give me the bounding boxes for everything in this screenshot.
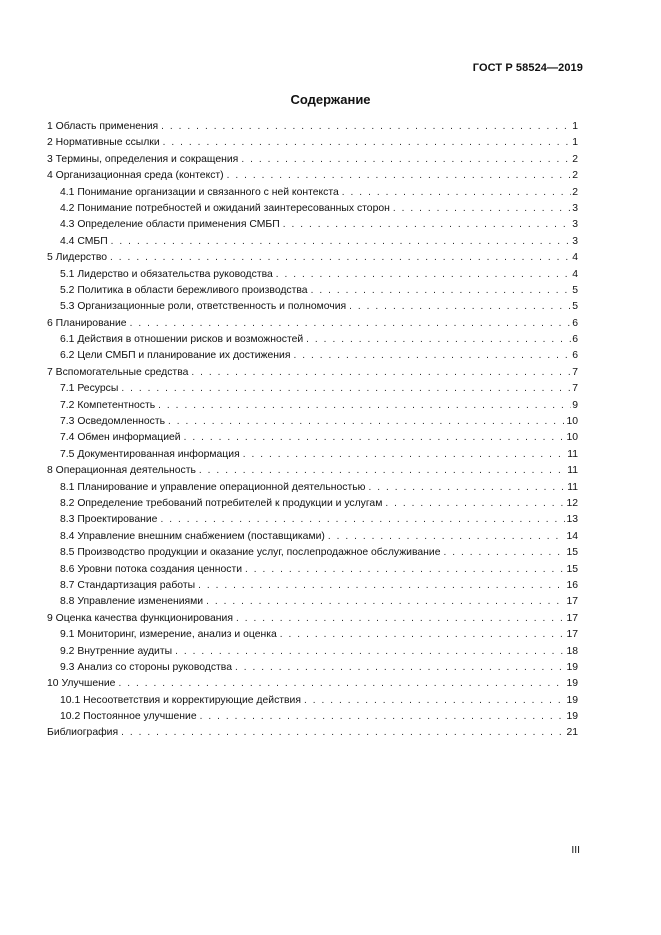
toc-entry[interactable]	[47, 201, 578, 217]
toc-entry-title: 10.1 Несоответствия и корректирующие действия	[60, 694, 301, 706]
toc-entry[interactable]	[47, 414, 578, 430]
toc-entry-page: 16	[566, 579, 578, 591]
toc-entry[interactable]	[47, 545, 578, 561]
toc-entry[interactable]	[47, 627, 578, 643]
toc-entry-title: 7.3 Осведомленность	[60, 416, 166, 428]
toc-entry-title: 9.1 Мониторинг, измерение, анализ и оценка	[60, 629, 277, 641]
page-number: III	[571, 845, 580, 856]
dot-leader	[121, 725, 565, 741]
dot-leader	[311, 283, 572, 299]
toc-entry-title: 8.8 Управление изменениями	[60, 596, 204, 608]
toc-entry-page: 10	[566, 432, 578, 444]
toc-entry[interactable]	[47, 562, 578, 578]
dot-leader	[160, 512, 565, 528]
toc-entry-page: 2	[572, 153, 578, 165]
toc-entry-page: 21	[566, 727, 578, 739]
toc-entry[interactable]	[47, 709, 578, 725]
dot-leader	[111, 234, 572, 250]
dot-leader	[283, 217, 572, 233]
toc-entry[interactable]	[47, 480, 578, 496]
dot-leader	[328, 529, 566, 545]
dot-leader	[236, 611, 565, 627]
document-code: ГОСТ Р 58524—2019	[472, 62, 583, 74]
toc-entry-page: 6	[572, 350, 578, 362]
toc-entry-page: 10	[566, 416, 578, 428]
toc-entry-page: 3	[572, 202, 578, 214]
toc-entry-title: 5.3 Организационные роли, ответственность и полномочия	[60, 301, 347, 313]
toc-entry-title: 3 Термины, определения и сокращения	[47, 153, 239, 165]
toc-entry-title: 10.2 Постоянное улучшение	[60, 711, 197, 723]
dot-leader	[443, 545, 565, 561]
toc-entry-title: Библиография	[47, 727, 119, 739]
toc-entry[interactable]	[47, 512, 578, 528]
toc-entry-title: 1 Область применения	[47, 121, 159, 132]
toc-entry-page: 6	[572, 334, 578, 346]
toc-entry-title: 4.1 Понимание организации и связанного с ней контекста	[60, 186, 339, 198]
toc-entry-page: 4	[572, 268, 578, 280]
toc-entry-page: 5	[572, 301, 578, 313]
toc-entry-title: 7.4 Обмен информацией	[60, 432, 181, 444]
dot-leader	[198, 578, 565, 594]
dot-leader	[200, 709, 566, 725]
toc-entry[interactable]	[47, 594, 578, 610]
toc-entry[interactable]	[47, 135, 578, 151]
toc-entry-title: 4.4 СМБП	[60, 235, 108, 247]
toc-title: Содержание	[290, 92, 371, 107]
toc-entry-page: 2	[572, 186, 578, 198]
toc-entry-page: 1	[572, 137, 578, 149]
toc-entry-title: 8.5 Производство продукции и оказание услуг, послепродажное обслуживание	[60, 547, 441, 559]
dot-leader	[227, 168, 572, 184]
dot-leader	[191, 365, 571, 381]
toc-entry-title: 9.2 Внутренние аудиты	[60, 645, 173, 657]
toc-entry[interactable]	[47, 496, 578, 512]
table-of-contents	[47, 119, 578, 742]
toc-entry-title: 9 Оценка качества функционирования	[47, 612, 233, 624]
toc-entry[interactable]	[47, 578, 578, 594]
toc-entry-page: 3	[572, 235, 578, 247]
toc-entry-title: 6 Планирование	[47, 317, 127, 329]
toc-entry-title: 8 Операционная деятельность	[47, 465, 196, 477]
toc-entry[interactable]	[47, 676, 578, 692]
toc-entry-page: 5	[572, 284, 578, 296]
toc-entry[interactable]	[47, 611, 578, 627]
toc-entry[interactable]	[47, 463, 578, 479]
toc-entry-title: 2 Нормативные ссылки	[47, 137, 160, 149]
toc-entry-title: 5.2 Политика в области бережливого производства	[60, 284, 308, 296]
dot-leader	[130, 316, 572, 332]
toc-entry-title: 5.1 Лидерство и обязательства руководства	[60, 268, 273, 280]
toc-entry[interactable]	[47, 185, 578, 201]
toc-entry-title: 7 Вспомогательные средства	[47, 366, 189, 378]
dot-leader	[368, 480, 566, 496]
toc-entry-title: 8.6 Уровни потока создания ценности	[60, 563, 243, 575]
toc-entry[interactable]	[47, 447, 578, 463]
toc-entry-title: 8.4 Управление внешним снабжением (поставщиками)	[60, 530, 325, 542]
dot-leader	[276, 267, 571, 283]
toc-entry-page: 1	[572, 121, 578, 132]
dot-leader	[175, 644, 565, 660]
dot-leader	[349, 299, 571, 315]
toc-entry-page: 19	[566, 694, 578, 706]
toc-entry[interactable]	[47, 381, 578, 397]
dot-leader	[293, 348, 571, 364]
toc-entry[interactable]	[47, 299, 578, 315]
toc-entry-page: 18	[566, 645, 578, 657]
toc-entry-title: 8.3 Проектирование	[60, 514, 158, 526]
toc-entry[interactable]	[47, 119, 578, 135]
dot-leader	[206, 594, 565, 610]
toc-entry[interactable]	[47, 217, 578, 233]
dot-leader	[184, 430, 566, 446]
dot-leader	[280, 627, 566, 643]
toc-entry[interactable]	[47, 398, 578, 414]
toc-entry[interactable]	[47, 693, 578, 709]
toc-entry-title: 5 Лидерство	[47, 252, 108, 264]
toc-entry[interactable]	[47, 168, 578, 184]
toc-entry-page: 11	[567, 465, 578, 477]
toc-entry-page: 17	[566, 596, 578, 608]
toc-entry-page: 14	[566, 530, 578, 542]
toc-entry-title: 8.2 Определение требований потребителей к продукции и услугам	[60, 497, 383, 509]
toc-entry-page: 13	[566, 514, 578, 526]
toc-entry-page: 6	[572, 317, 578, 329]
dot-leader	[121, 381, 571, 397]
dot-leader	[110, 250, 571, 266]
dot-leader	[304, 693, 565, 709]
toc-entry-title: 10 Улучшение	[47, 678, 116, 690]
toc-entry[interactable]	[47, 332, 578, 348]
toc-entry-title: 6.1 Действия в отношении рисков и возможностей	[60, 334, 304, 346]
toc-entry-title: 8.1 Планирование и управление операционной деятельностью	[60, 481, 366, 493]
toc-entry-title: 8.7 Стандартизация работы	[60, 579, 196, 591]
toc-entry-title: 9.3 Анализ со стороны руководства	[60, 661, 232, 673]
toc-entry[interactable]	[47, 348, 578, 364]
toc-entry-title: 7.1 Ресурсы	[60, 383, 119, 395]
dot-leader	[199, 463, 566, 479]
toc-entry-title: 6.2 Цели СМБП и планирование их достижения	[60, 350, 291, 362]
toc-entry-title: 4.3 Определение области применения СМБП	[60, 219, 280, 231]
toc-entry[interactable]	[47, 660, 578, 676]
toc-entry-page: 4	[572, 252, 578, 264]
toc-entry[interactable]	[47, 365, 578, 381]
toc-entry[interactable]	[47, 529, 578, 545]
dot-leader	[168, 414, 565, 430]
toc-entry-page: 7	[572, 383, 578, 395]
dot-leader	[161, 119, 571, 135]
dot-leader	[235, 660, 565, 676]
toc-entry[interactable]	[47, 234, 578, 250]
toc-entry[interactable]	[47, 725, 578, 741]
dot-leader	[245, 562, 565, 578]
toc-entry[interactable]	[47, 152, 578, 168]
toc-entry-title: 7.5 Документированная информация	[60, 448, 240, 460]
toc-entry[interactable]	[47, 283, 578, 299]
toc-entry-page: 11	[567, 481, 578, 493]
dot-leader	[158, 398, 571, 414]
toc-entry-page: 17	[566, 629, 578, 641]
dot-leader	[243, 447, 567, 463]
toc-entry-page: 11	[567, 448, 578, 460]
toc-entry-page: 19	[566, 678, 578, 690]
toc-entry-title: 4 Организационная среда (контекст)	[47, 170, 224, 182]
toc-entry-page: 19	[566, 661, 578, 673]
toc-entry-page: 7	[572, 366, 578, 378]
toc-entry-page: 19	[566, 711, 578, 723]
toc-entry[interactable]	[47, 250, 578, 266]
toc-entry-title: 4.2 Понимание потребностей и ожиданий заинтересованных сторон	[60, 202, 390, 214]
dot-leader	[385, 496, 565, 512]
toc-entry[interactable]	[47, 267, 578, 283]
dot-leader	[241, 152, 571, 168]
toc-entry-page: 3	[572, 219, 578, 231]
toc-entry[interactable]	[47, 644, 578, 660]
toc-entry[interactable]	[47, 316, 578, 332]
dot-leader	[163, 135, 572, 151]
dot-leader	[306, 332, 571, 348]
toc-entry-page: 17	[566, 612, 578, 624]
dot-leader	[342, 185, 571, 201]
toc-entry-title: 7.2 Компетентность	[60, 399, 156, 411]
toc-entry-page: 2	[572, 170, 578, 182]
toc-entry-page: 15	[566, 547, 578, 559]
dot-leader	[118, 676, 565, 692]
toc-entry-page: 15	[566, 563, 578, 575]
toc-entry-page: 9	[572, 399, 578, 411]
toc-entry[interactable]	[47, 430, 578, 446]
toc-entry-page: 12	[566, 497, 578, 509]
dot-leader	[393, 201, 571, 217]
